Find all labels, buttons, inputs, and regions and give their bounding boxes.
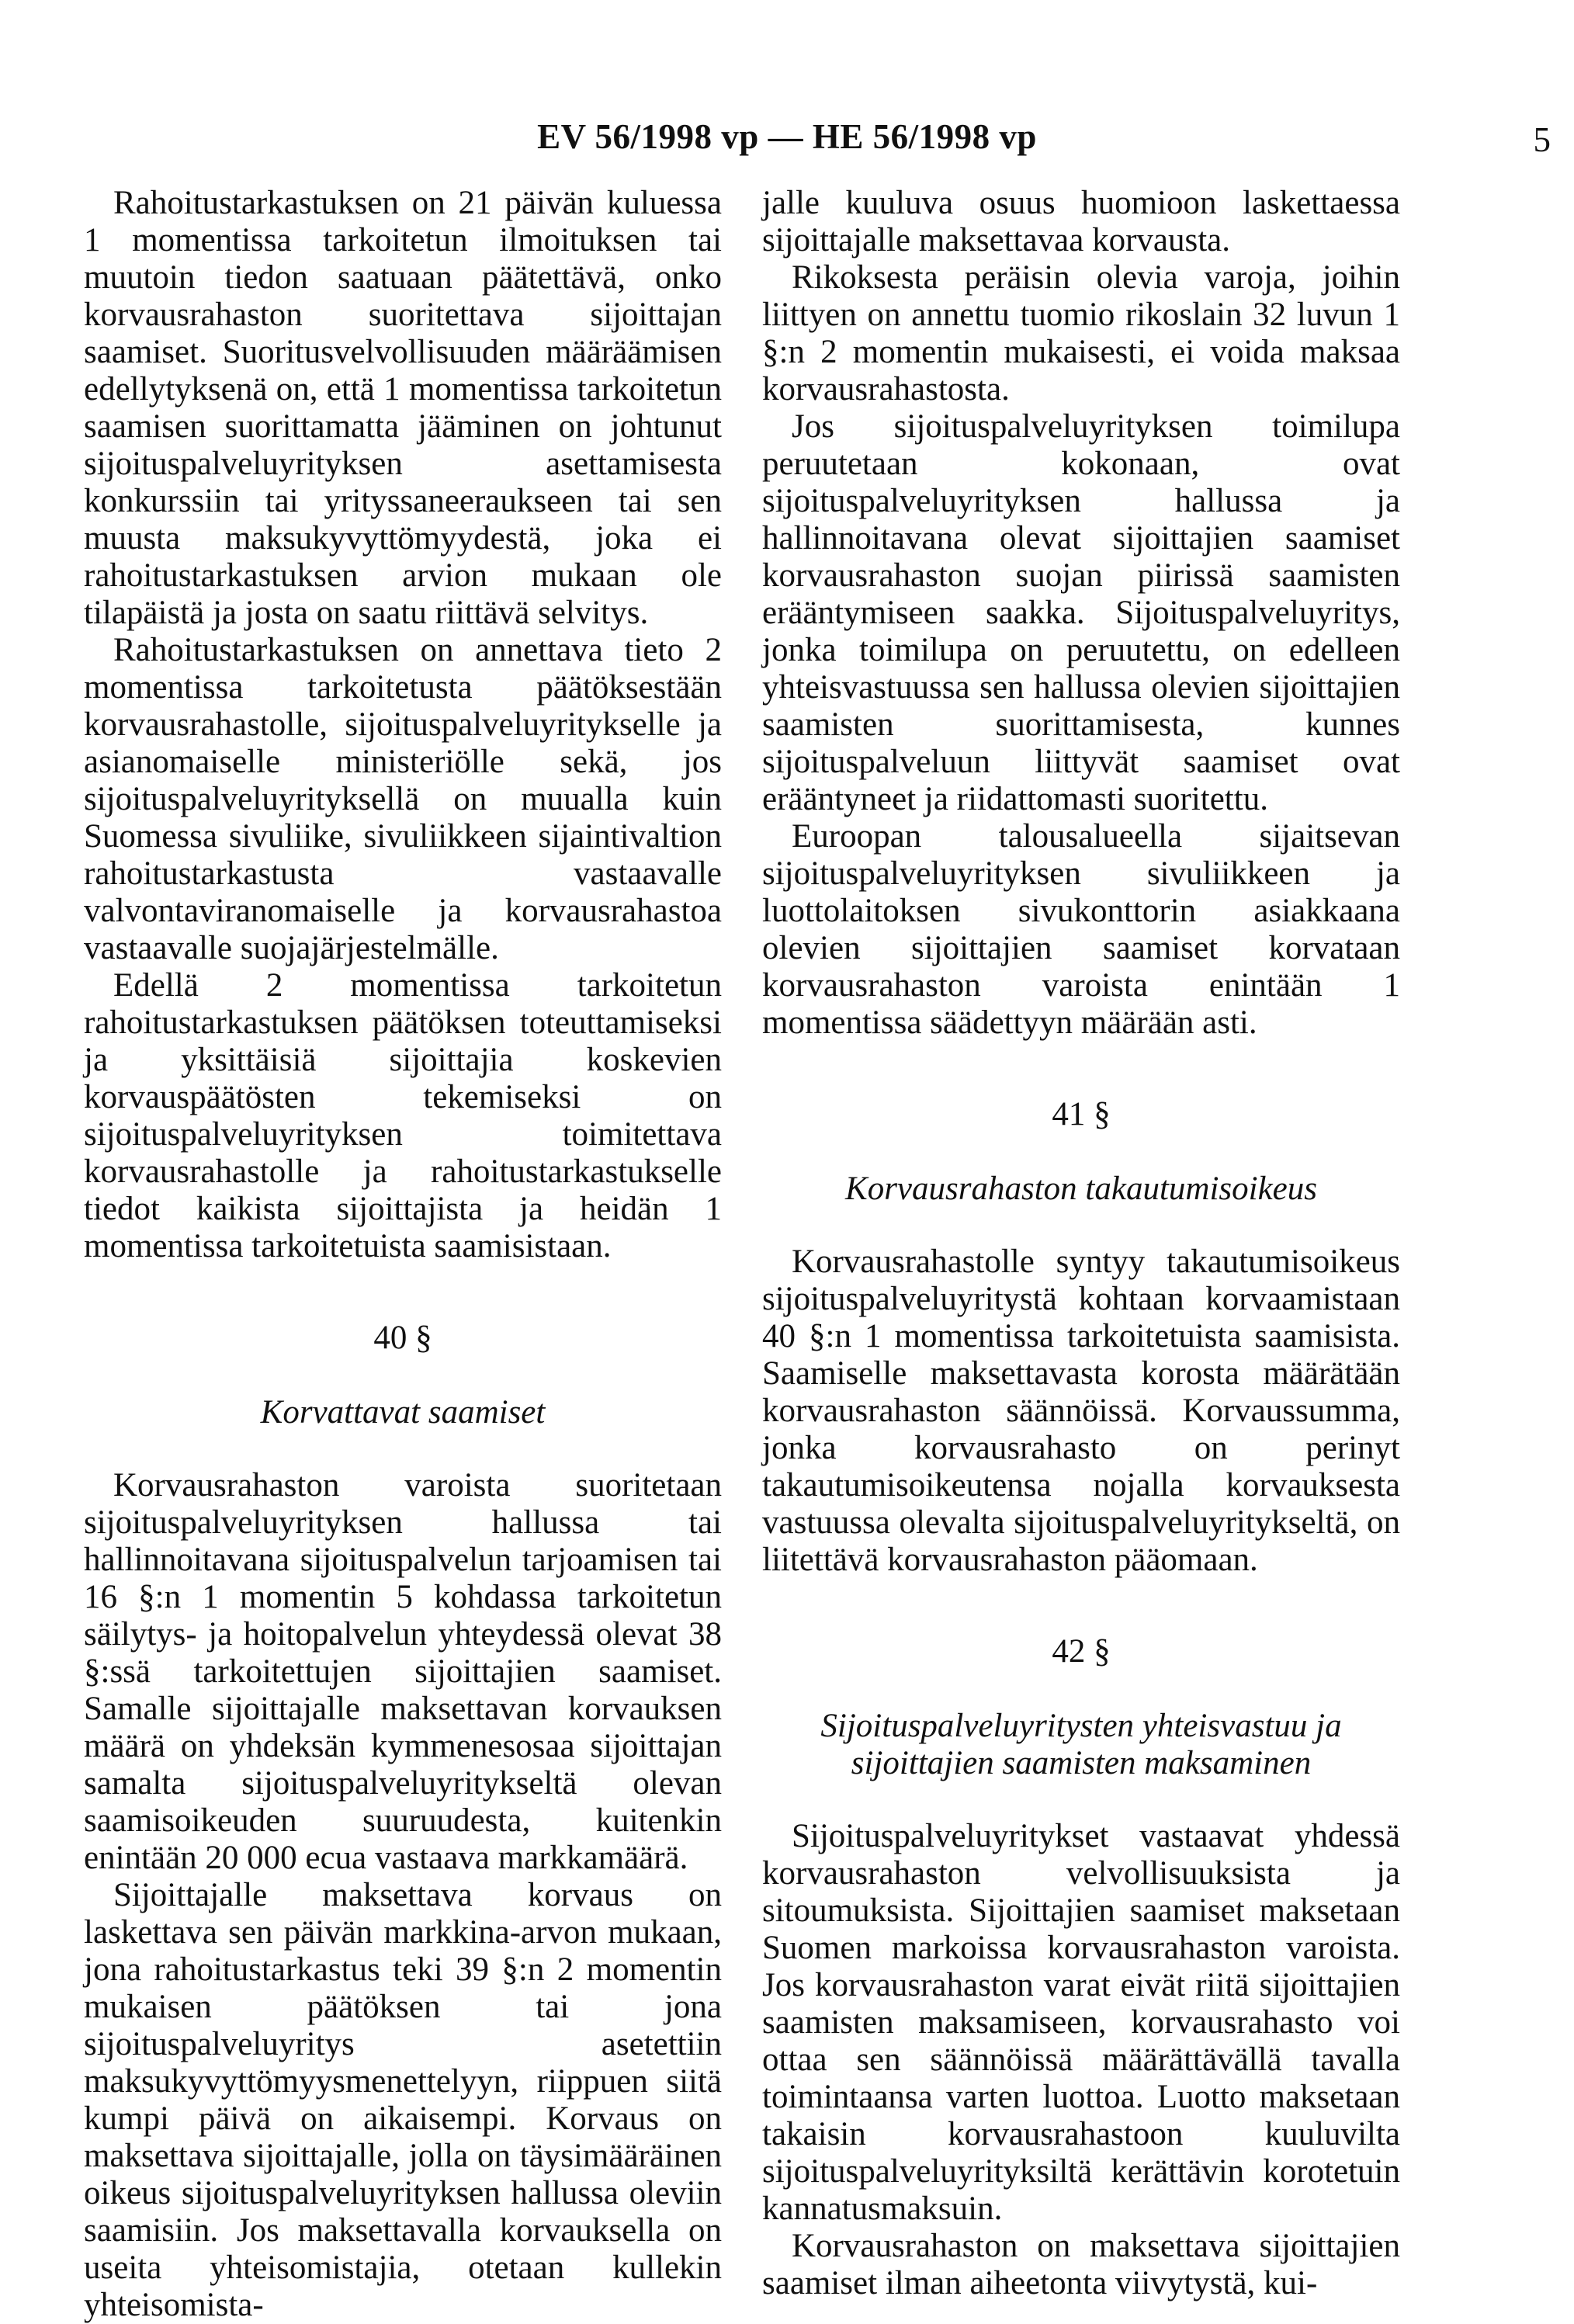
right-column [762, 185, 1400, 2302]
paragraph: Rikoksesta peräisin olevia varoja, joihin liittyen on annettu tuomio rikoslain 32 luvun 1 §:n 2 momentin mukaisesti, ei voida maksaa korvausrahastosta. [762, 259, 1400, 408]
paragraph: Jos sijoituspalveluyrityksen toimilupa peruutetaan kokonaan, ovat sijoituspalveluyrityksen hallussa ja hallinnoitavana olevat sijoittajien saamiset korvausrahaston suojan piirissä saamisten erääntymiseen saakka. Sijoituspalveluyritys, jonka toimilupa on peruutettu, on edelleen yhteisvastuussa sen hallussa olevien sijoittajien saamisten suorittamisesta, kunnes sijoituspalveluun liittyvät saamiset ovat erääntyneet ja riidattomasti suoritettu. [762, 408, 1400, 817]
paragraph: Rahoitustarkastuksen on 21 päivän kuluessa 1 momentissa tarkoitetun ilmoituksen tai muutoin tiedon saatuaan päätettävä, onko korvausrahaston suoritettava sijoittajan saamiset. Suoritusvelvollisuuden määräämisen edellytyksenä on, että 1 momentissa tarkoitetun saamisen suorittamatta jääminen on johtunut sijoituspalveluyrityksen asettamisesta konkurssiin tai yrityssaneeraukseen tai sen muusta maksukyvyttömyydestä, joka ei rahoitustarkastuksen arvion mukaan ole tilapäistä ja josta on saatu riittävä selvitys. [84, 185, 722, 631]
page-header [0, 116, 1574, 163]
paragraph: Sijoituspalveluyritykset vastaavat yhdessä korvausrahaston velvollisuuksista ja sitoumuksista. Sijoittajien saamiset maksetaan Suomen markoissa korvausrahaston varoista. Jos korvausrahaston varat eivät riitä sijoittajien saamisten maksamiseen, korvausrahasto voi ottaa sen säännöissä määrättävällä tavalla toimintaansa varten luottoa. Luotto maksetaan takaisin korvausrahastoon kuuluvilta sijoituspalveluyrityksiltä kerättävin korotetuin kannatusmaksuin. [762, 1818, 1400, 2227]
section-number-42: 42 § [1052, 1633, 1111, 1670]
section-number-40: 40 § [373, 1320, 432, 1356]
paragraph: Edellä 2 momentissa tarkoitetun rahoitustarkastuksen päätöksen toteuttamiseksi ja yksittäisiä sijoittajia koskevien korvauspäätösten tekemiseksi on sijoituspalveluyrityksen toimitettava korvausrahastolle ja rahoitustarkastukselle tiedot kaikista sijoittajista ja heidän 1 momentissa tarkoitetuista saamisistaan. [84, 967, 722, 1264]
paragraph-continued: jalle kuuluva osuus huomioon laskettaessa sijoittajalle maksettavaa korvausta. [762, 185, 1400, 258]
paragraph: Korvausrahaston on maksettava sijoittajien saamiset ilman aiheetonta viivytystä, kui- [762, 2228, 1400, 2301]
paragraph: Sijoittajalle maksettava korvaus on laskettava sen päivän markkina-arvon mukaan, jona rahoitustarkastus teki 39 §:n 2 momentin mukaisen päätöksen tai jona sijoituspalveluyritys asetettiin maksukyvyttömyysmenettelyyn, riippuen siitä kumpi päivä on aikaisempi. Korvaus on maksettava sijoittajalle, jolla on täysimääräinen oikeus sijoituspalveluyrityksen hallussa oleviin saamisiin. Jos maksettavalla korvauksella on useita yhteisomistajia, otetaan kullekin yhteisomista- [84, 1877, 722, 2323]
section-title-41: Korvausrahaston takautumisoikeus [845, 1171, 1317, 1207]
page-number: 5 [1533, 120, 1551, 159]
left-column [84, 185, 722, 2324]
section-title-42: Sijoituspalveluyritysten yhteisvastuu ja sijoittajien saamisten maksaminen [820, 1708, 1342, 1781]
section-title-40: Korvattavat saamiset [260, 1394, 546, 1431]
paragraph: Korvausrahaston varoista suoritetaan sijoituspalveluyrityksen hallussa tai hallinnoitavana sijoituspalvelun tarjoamisen tai 16 §:n 1 momentin 5 kohdassa tarkoitetun säilytys- ja hoitopalvelun yhteydessä olevat 38 §:ssä tarkoitettujen sijoittajien saamiset. Samalle sijoittajalle maksettavan korvauksen määrä on yhdeksän kymmenesosaa sijoittajan samalta sijoituspalveluyritykseltä olevan saamisoikeuden suuruudesta, kuitenkin enintään 20 000 ecua vastaava markkamäärä. [84, 1467, 722, 1876]
paragraph: Korvausrahastolle syntyy takautumisoikeus sijoituspalveluyritystä kohtaan korvaamistaan 40 §:n 1 momentissa tarkoitetuista saamisista. Saamiselle maksettavasta korosta määrätään korvausrahaston säännöissä. Korvaussumma, jonka korvausrahasto on perinyt takautumisoikeutensa nojalla korvauksesta vastuussa olevalta sijoituspalveluyritykseltä, on liitettävä korvausrahaston pääomaan. [762, 1244, 1400, 1578]
running-header: EV 56/1998 vp — HE 56/1998 vp [537, 117, 1037, 156]
paragraph: Rahoitustarkastuksen on annettava tieto 2 momentissa tarkoitetusta päätöksestään korvausrahastolle, sijoituspalveluyritykselle ja asianomaiselle ministeriölle sekä, jos sijoituspalveluyrityksellä on muualla kuin Suomessa sivuliike, sivuliikkeen sijaintivaltion rahoitustarkastusta vastaavalle valvontaviranomaiselle ja korvausrahastoa vastaavalle suojajärjestelmälle. [84, 632, 722, 966]
paragraph: Euroopan talousalueella sijaitsevan sijoituspalveluyrityksen sivuliikkeen ja luottolaitoksen sivukonttorin asiakkaana olevien sijoittajien saamiset korvataan korvausrahaston varoista enintään 1 momentissa säädettyyn määrään asti. [762, 818, 1400, 1041]
section-number-41: 41 § [1052, 1096, 1111, 1133]
